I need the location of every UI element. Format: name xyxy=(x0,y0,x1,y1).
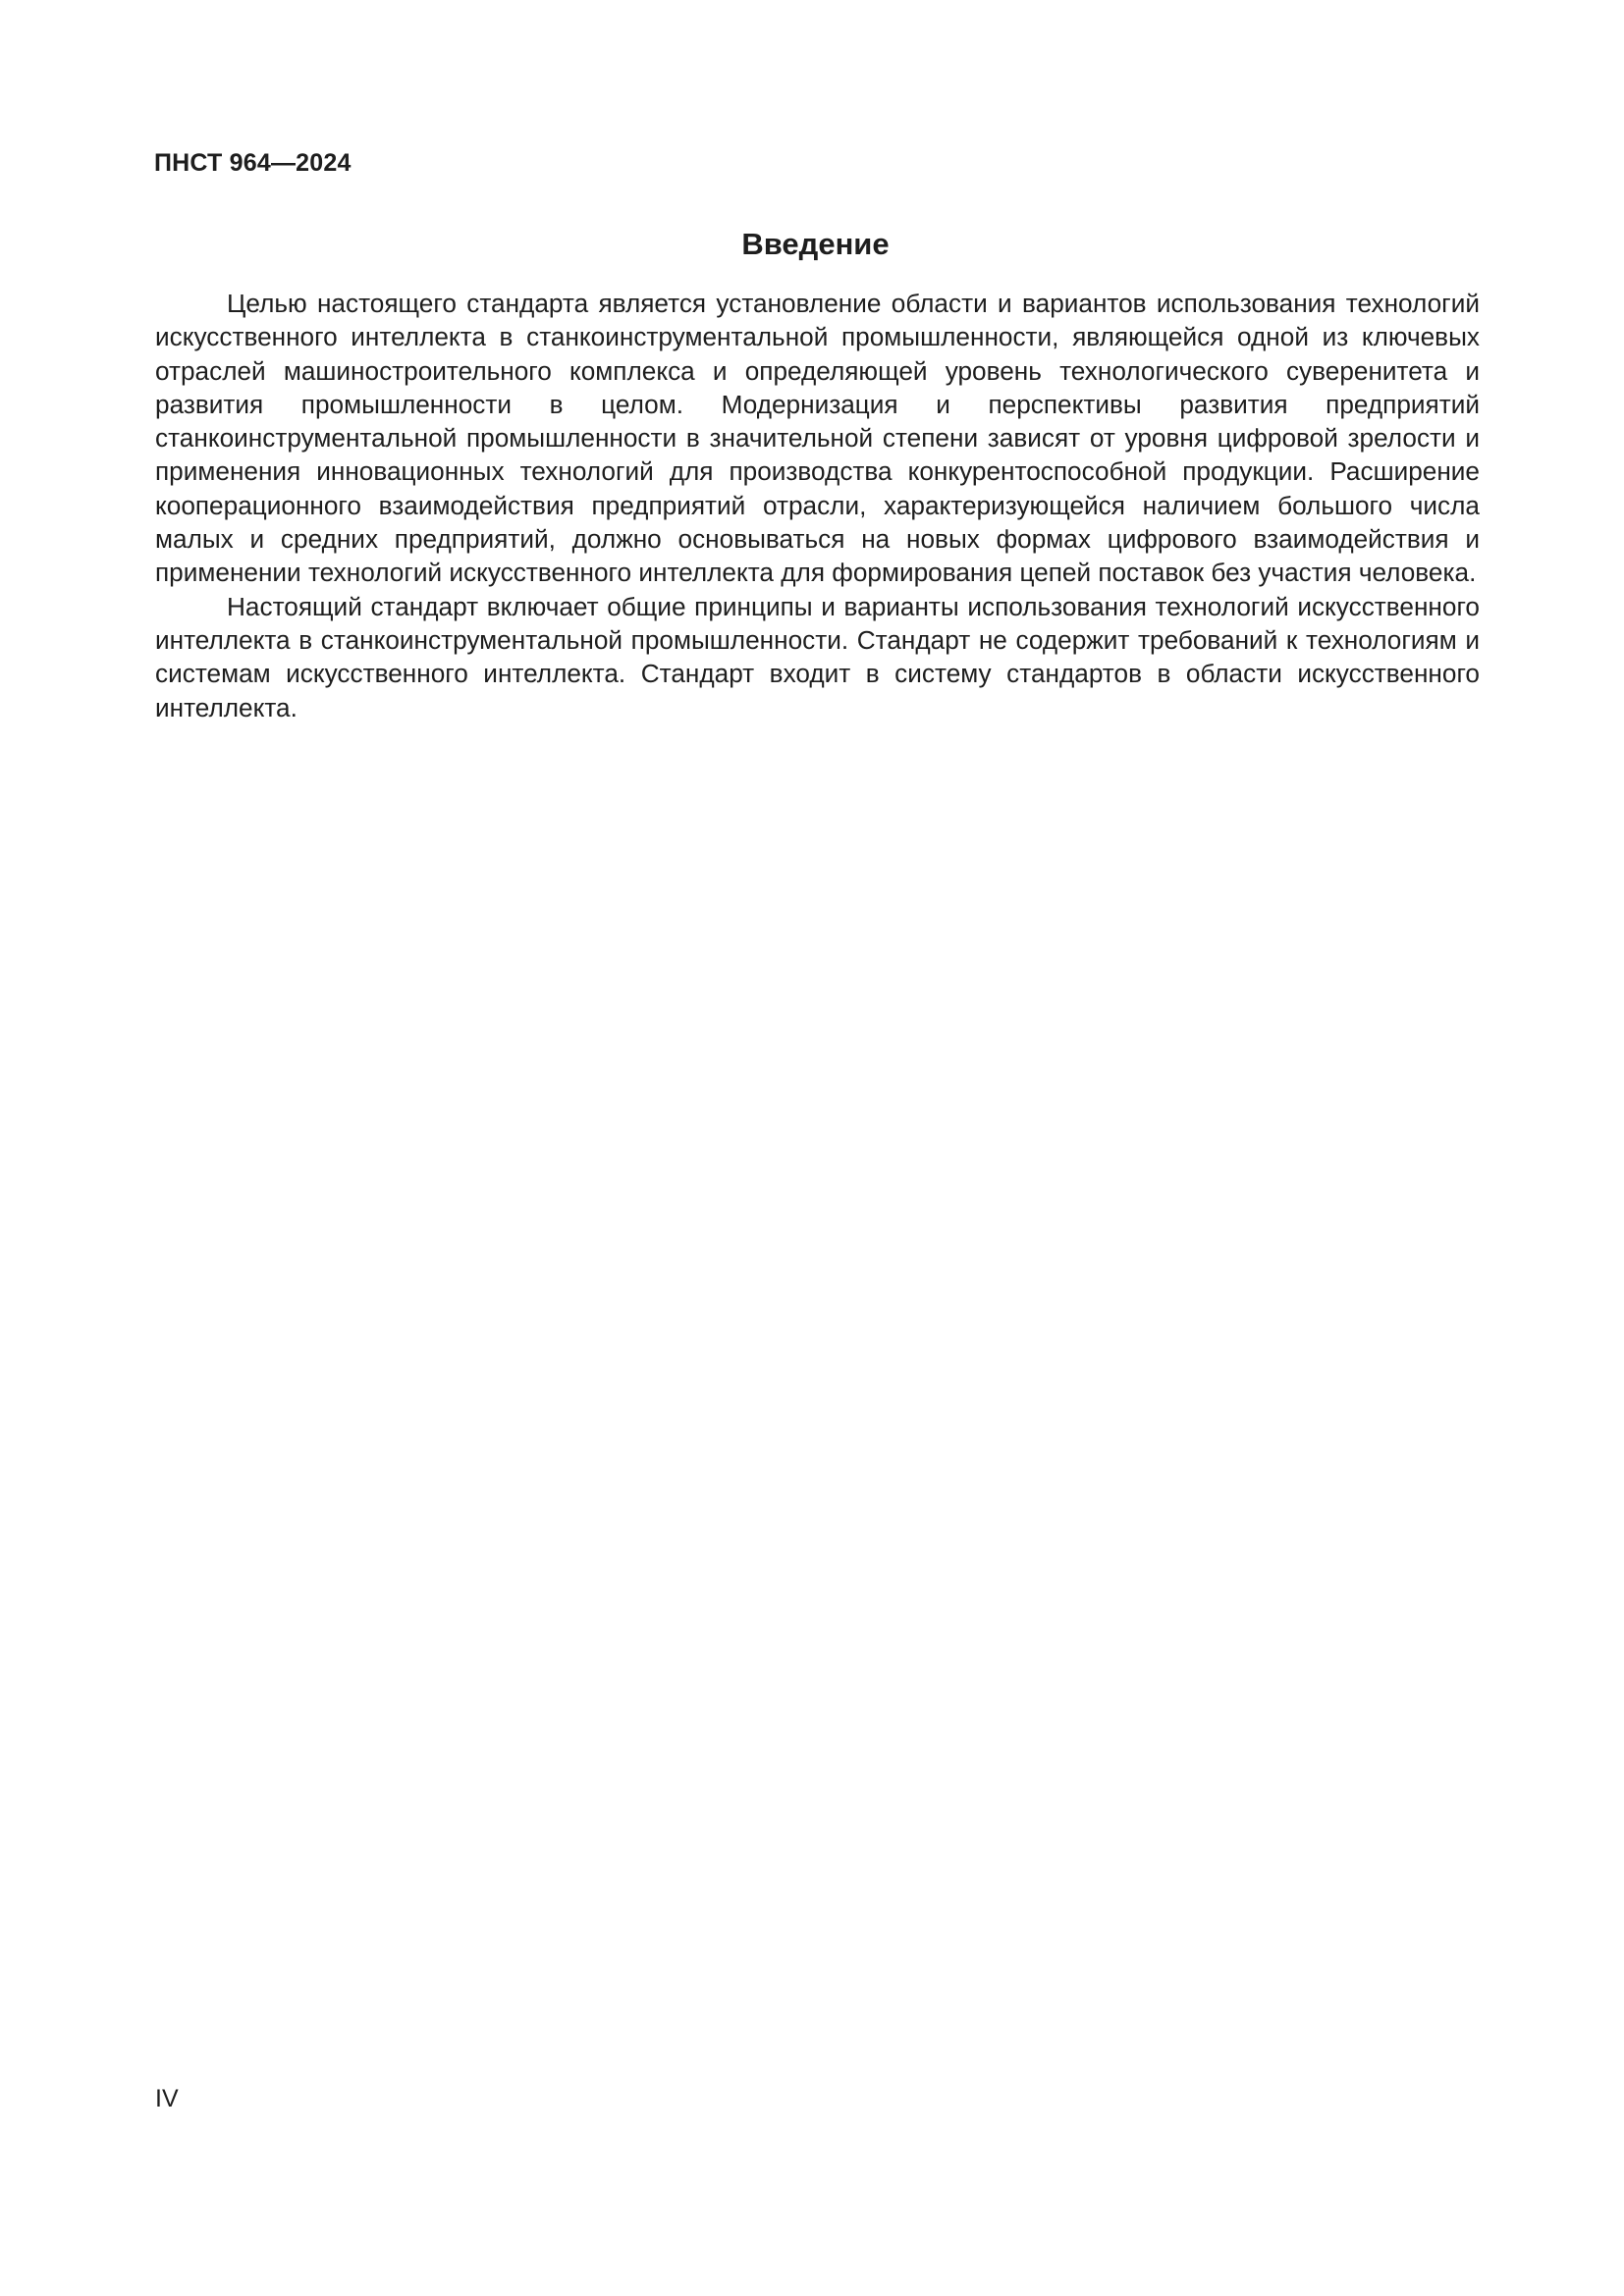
paragraph-purpose: Целью настоящего стандарта является установление области и вариантов использования технологий искусственного интеллекта в станкоинструментальной промышленности, являющейся одной из ключевых отраслей машиностроительного комплекса и определяющей уровень технологического суверенитета и развития промышленности в целом. Модернизация и перспективы развития предприятий станкоинструментальной промышленности в значительной степени зависят от уровня цифровой зрелости и применения инновационных технологий для производства конкурентоспособной продукции. Расширение кооперационного взаимодействия предприятий отрасли, характеризующейся наличием большого числа малых и средних предприятий, должно основываться на новых формах цифрового взаимодействия и применении технологий искусственного интеллекта для формирования цепей поставок без участия человека. xyxy=(155,289,1480,588)
document-code-header: ПНСТ 964—2024 xyxy=(154,149,352,177)
introduction-text xyxy=(155,287,1480,724)
section-title: Введение xyxy=(741,227,890,261)
page-number: IV xyxy=(155,2085,179,2112)
paragraph-scope: Настоящий стандарт включает общие принципы и варианты использования технологий искусственного интеллекта в станкоинструментальной промышленности. Стандарт не содержит требований к технологиям и системам искусственного интеллекта. Стандарт входит в систему стандартов в области искусственного интеллекта. xyxy=(155,591,1480,722)
